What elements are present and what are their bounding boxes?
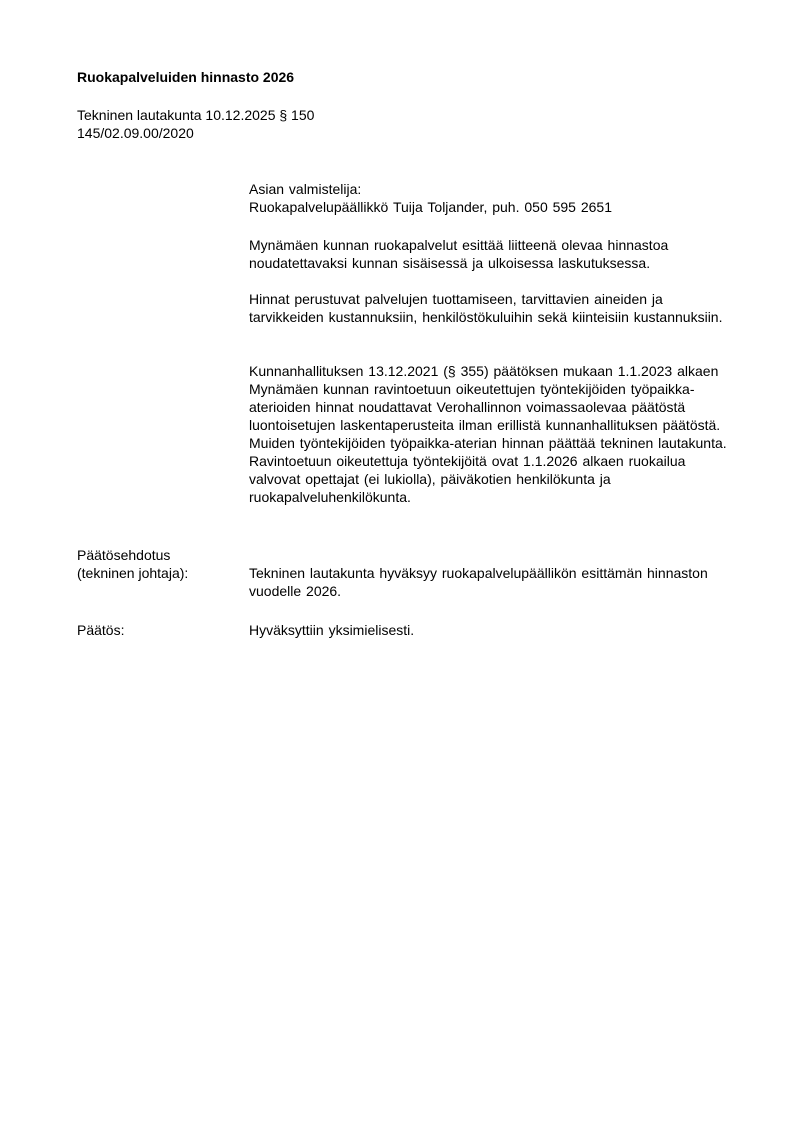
paragraph-3 (249, 362, 729, 506)
preparer-block (249, 180, 729, 216)
proposal-label-line1: Päätösehdotus (77, 547, 171, 563)
proposal-text (249, 564, 729, 600)
paragraph-text: Hinnat perustuvat palvelujen tuottamiseen, tarvittavien aineiden ja tarvikkeiden kustannuksiin, henkilöstökuluihin sekä kiinteisiin kustannuksiin. (249, 291, 723, 325)
meeting-line: Tekninen lautakunta 10.12.2025 § 150 (77, 107, 315, 123)
decision-text (249, 621, 729, 639)
proposal-label-line2: (tekninen johtaja): (77, 565, 189, 581)
decision-label: Päätös: (77, 622, 125, 638)
meeting-info (77, 106, 314, 142)
proposal-text-content: Tekninen lautakunta hyväksyy ruokapalvelupäällikön esittämän hinnaston vuodelle 2026. (249, 565, 708, 599)
record-number: 145/02.09.00/2020 (77, 125, 194, 141)
preparer-label: Asian valmistelija: (249, 181, 362, 197)
preparer-name: Ruokapalvelupäällikkö Tuija Toljander, puh. 050 595 2651 (249, 199, 613, 215)
paragraph-text: Kunnanhallituksen 13.12.2021 (§ 355) päätöksen mukaan 1.1.2023 alkaen Mynämäen kunnan ravintoetuun oikeutettujen työntekijöiden työpaikka-aterioiden hinnat noudattavat Verohallinnon voimassaolevaa päätöstä luontoisetujen laskentaperusteita ilman erillistä kunnanhallituksen päätöstä. Muiden työntekijöiden työpaikka-aterian hinnan päättää tekninen lautakunta. Ravintoetuun oikeutettuja työntekijöitä ovat 1.1.2026 alkaen ruokailua valvovat opettajat (ei lukiolla), päiväkotien henkilökunta ja ruokapalveluhenkilökunta. (249, 363, 727, 505)
paragraph-2 (249, 290, 729, 326)
document-title: Ruokapalveluiden hinnasto 2026 (77, 69, 295, 85)
paragraph-1 (249, 236, 729, 272)
paragraph-text: Mynämäen kunnan ruokapalvelut esittää liitteenä olevaa hinnastoa noudatettavaksi kunnan sisäisessä ja ulkoisessa laskutuksessa. (249, 237, 669, 271)
decision-text-content: Hyväksyttiin yksimielisesti. (249, 622, 415, 638)
